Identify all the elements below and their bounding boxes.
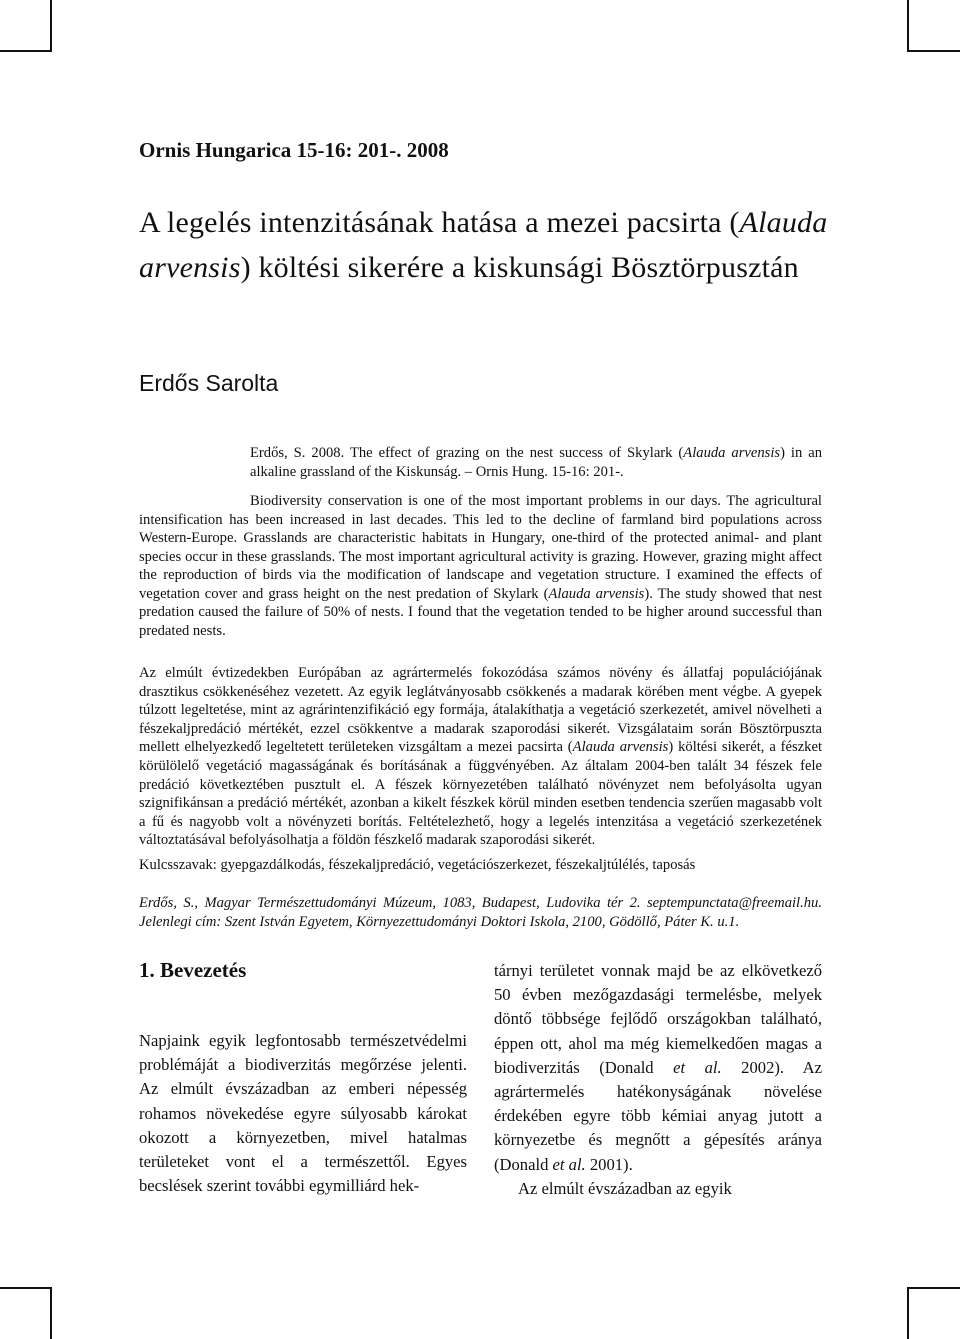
title-part-2: ) költési sikerére a kiskunsági Bösztörpusztán <box>240 251 799 284</box>
crop-mark-bottom-left-v <box>50 1287 52 1339</box>
right-col-part-4: Az elmúlt évszázadban az egyik <box>518 1178 732 1198</box>
right-col-etal-2: et al. <box>552 1154 586 1174</box>
journal-reference: Ornis Hungarica 15-16: 201-. 2008 <box>139 138 449 162</box>
article-title <box>139 200 839 290</box>
crop-mark-bottom-right-h <box>907 1287 960 1289</box>
summary-part-2: ) költési sikerét, a fészket körülölelő vegetáció magasságának és borításának a függvényében. Az általam 2004-ben talált 34 fészek fele predáció következtében pusztult el. A fészek környezetében található növényzet nem befolyásolta ugyan szignifikánsan a predáció mértékét, azonban a kikelt fészkek körül minden esetben tendencia szerűen magasabb volt a fű és nagyobb volt a növényzeti borítás. Feltételezhető, hogy a legelés intenzitása a vegetáció szerkezetének változtatásával befolyásolhatja a földön fészkelő madarak szaporodási sikerét. <box>139 739 822 849</box>
english-abstract <box>139 444 822 640</box>
section-heading: 1. Bevezetés <box>139 958 247 982</box>
intro-left-column: Napjaink egyik legfontosabb természetvédelmi problémáját a biodiverzitás megőrzése jelenti. Az elmúlt évszázadban az emberi népesség rohamos növekedése egyre súlyosabb károkat okozott a környezetben, mivel hatalmas területeket vont el a természettől. Egyes becslések szerint további egymilliárd hek- <box>139 1031 467 1196</box>
crop-mark-top-left-v <box>50 0 52 52</box>
right-col-part-3: 2001). <box>585 1154 633 1174</box>
keywords: Kulcsszavak: gyepgazdálkodás, fészekaljpredáció, vegetációszerkezet, fészekaljtúlélés, taposás <box>139 857 696 873</box>
author-address: Erdős, S., Magyar Természettudományi Múzeum, 1083, Budapest, Ludovika tér 2. septempunctata@freemail.hu. Jelenlegi cím: Szent István Egyetem, Környezettudományi Doktori Iskola, 2100, Gödöllő, Páter K. u.1. <box>139 895 822 930</box>
crop-mark-top-right-v <box>907 0 909 52</box>
intro-right-column <box>494 959 822 1201</box>
author-name: Erdős Sarolta <box>139 370 279 396</box>
crop-mark-top-left-h <box>0 50 52 52</box>
summary-species: Alauda arvensis <box>572 739 669 756</box>
abstract-body-species: Alauda arvensis <box>548 585 645 602</box>
title-species: Alauda arvensis <box>139 206 828 284</box>
right-col-part-2: 2002). Az agrártermelés hatékonyságának növelése érdekében egyre több kémiai anyag jutott a környezetbe és megnőtt a gépesítés aránya (Donald <box>494 1057 822 1174</box>
citation-part-1: Erdős, S. 2008. The effect of grazing on the nest success of Skylark ( <box>250 445 684 461</box>
crop-mark-bottom-left-h <box>0 1287 52 1289</box>
abstract-body-part-1: Biodiversity conservation is one of the most important problems in our days. The agricultural intensification has been increased in last decades. This led to the decline of farmland bird populations across Western-Europe. Grasslands are characteristic habitats in Hungary, one-third of the protected animal- and plant species occur in these grasslands. The most important agricultural activity is grazing. However, grazing might affect the reproduction of birds via the modification of landscape and vegetation structure. I examined the effects of vegetation cover and grass height on the nest predation of Skylark ( <box>139 493 822 602</box>
citation-part-2: ) in an alkaline grassland of the Kiskunság. – Ornis Hung. 15-16: 201-. <box>250 445 823 480</box>
citation-species: Alauda arvensis <box>683 445 781 461</box>
title-part-1: A legelés intenzitásának hatása a mezei pacsirta ( <box>139 206 740 239</box>
abstract-citation <box>139 444 822 481</box>
right-col-etal-1: et al. <box>673 1057 722 1077</box>
hungarian-summary <box>139 664 822 850</box>
abstract-body <box>139 492 822 640</box>
crop-mark-bottom-right-v <box>907 1287 909 1339</box>
summary-part-1: Az elmúlt évtizedekben Európában az agrártermelés fokozódása számos növény és állatfaj populációjának drasztikus csökkenéséhez vezetett. Az egyik leglátványosabb csökkenés a madarak körében ment végbe. A gyepek túlzott legeltetése, mint az agrárintenzifikáció egy formája, átalakíthatja a vegetáció szerkezetét, amivel növelheti a fészekaljpredáció mértékét, ezzel csökkentve a madarak szaporodási sikerét. Vizsgálataim során Bösztörpuszta mellett elhelyezkedő legeltetett területeken vizsgáltam a mezei pacsirta ( <box>139 665 822 756</box>
abstract-body-part-2: ). The study showed that nest predation caused the failure of 50% of nests. I found that the vegetation tended to be higher around successful than predated nests. <box>139 585 822 639</box>
crop-mark-top-right-h <box>907 50 960 52</box>
right-col-part-1: tárnyi területet vonnak majd be az elkövetkező 50 évben mezőgazdasági termelésbe, melyek döntő többsége fejlődő országokban található, éppen ott, ahol ma még kiemelkedően magas a biodiverzitás (Donald <box>494 961 822 1077</box>
